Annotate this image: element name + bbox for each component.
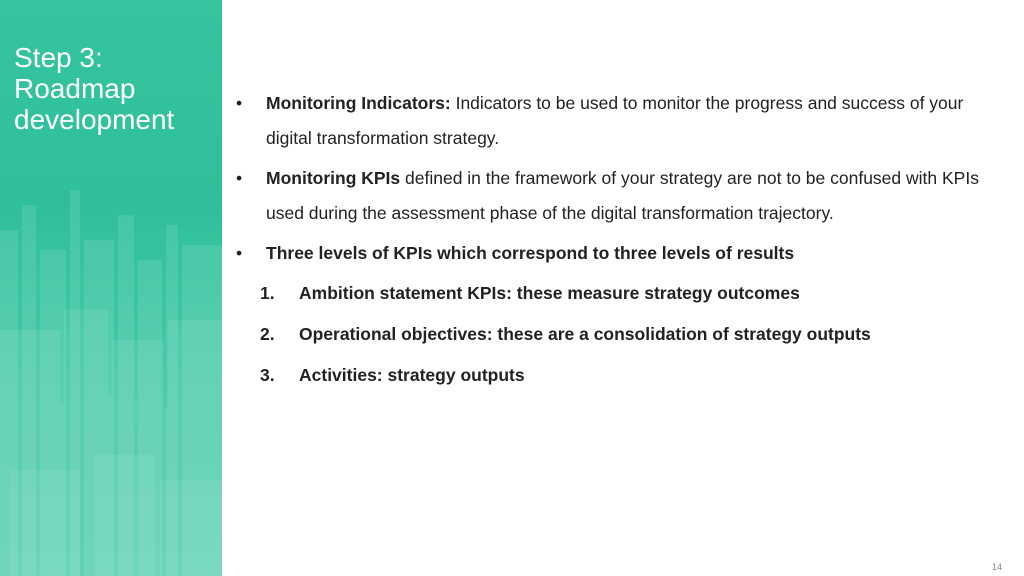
bullet-bold-text: Monitoring Indicators: [266,93,451,113]
bullet-text: Indicators to be used to monitor the progress and success of your digital transformation strategy. [266,93,964,148]
page-number: 14 [991,562,1002,572]
bullet-bold-text: Monitoring KPIs [266,168,401,188]
item-number: 2. [260,324,275,344]
numbered-item-text: Activities: strategy outputs [299,365,525,385]
numbered-item-text: Operational objectives: these are a consolidation of strategy outputs [299,324,871,344]
numbered-item [232,317,1012,352]
title-line-3: development [14,104,175,135]
bullet-bold-text: Three levels of KPIs which correspond to three levels of results [266,243,795,263]
numbered-item-text: Ambition statement KPIs: these measure strategy outcomes [299,283,800,303]
numbered-item [232,276,1012,311]
sidebar-panel [0,0,222,576]
bullet-dot-icon: • [236,243,243,263]
item-number: 3. [260,365,275,385]
bullet-text: defined in the framework of your strategy are not to be confused with KPIs used during the assessment phase of the digital transformation trajectory. [266,168,979,223]
item-number: 1. [260,283,275,303]
title-line-2: Roadmap [14,73,136,104]
numbered-item [232,358,1012,393]
bullet-dot-icon: • [236,93,243,113]
bullet-item [232,86,1012,156]
slide-title [14,42,214,135]
content-area [232,86,1012,399]
bullet-item [232,161,1012,231]
title-line-1: Step 3: [14,42,103,73]
bullet-item [232,236,1012,271]
bullet-dot-icon: • [236,168,243,188]
